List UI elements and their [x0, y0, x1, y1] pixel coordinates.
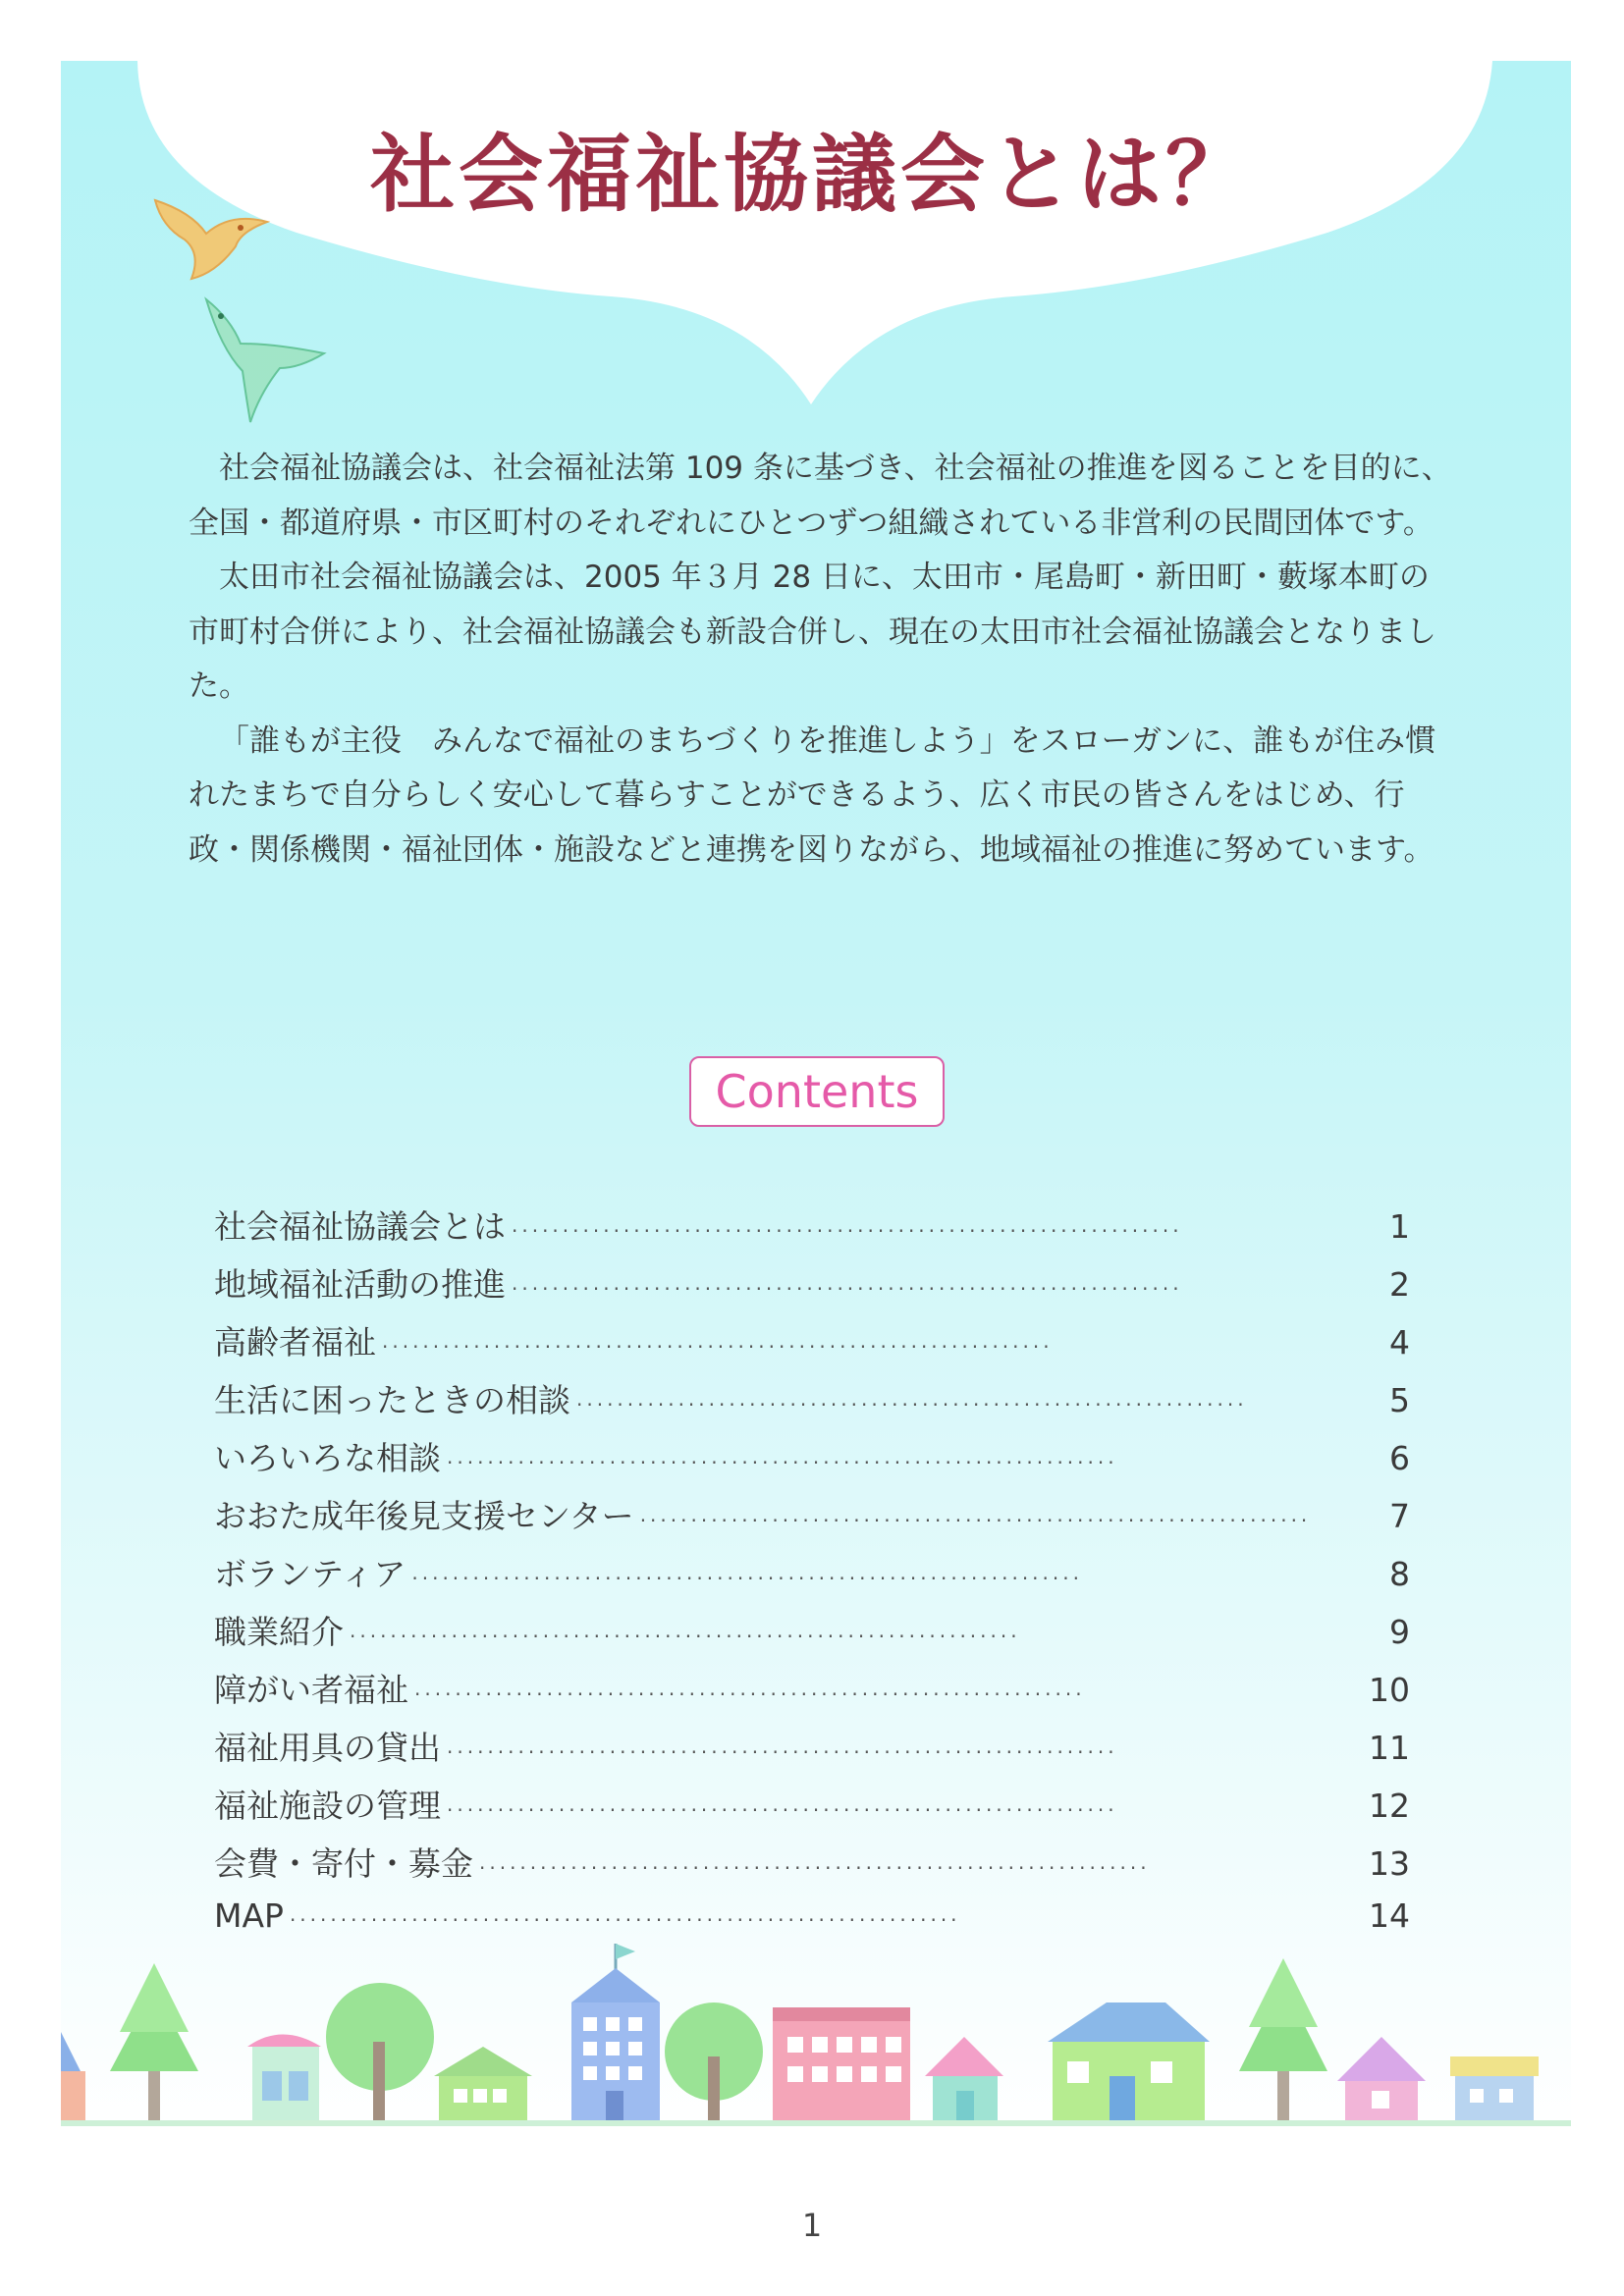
toc-leader-dots: ··································································: [447, 1798, 1118, 1822]
toc-item-label: 福祉施設の管理: [214, 1787, 441, 1825]
round-tree-icon: [326, 1983, 434, 2120]
toc-item-page: 9: [1389, 1613, 1410, 1651]
toc-item-label: 福祉用具の貸出: [214, 1729, 441, 1767]
page-title: 社会福祉協議会とは？: [370, 126, 1254, 224]
house-icon: [1337, 2037, 1426, 2120]
toc-item-label: 高齢者福祉: [214, 1323, 376, 1362]
house-icon: [1048, 2002, 1210, 2120]
toc-item-label: おおた成年後見支援センター: [214, 1497, 634, 1535]
shop-icon: [247, 2035, 321, 2121]
toc-item-page: 6: [1389, 1439, 1410, 1477]
toc-item[interactable]: [214, 1433, 1410, 1491]
toc-item-label: ボランティア: [214, 1555, 406, 1593]
toc-item-page: 12: [1369, 1787, 1410, 1825]
orange-bird-icon: [147, 192, 275, 286]
pine-tree-icon: [1239, 1958, 1327, 2120]
toc-leader-dots: ··································································: [639, 1509, 1312, 1532]
toc-item-label: MAP: [214, 1896, 284, 1935]
toc-item-page: 5: [1389, 1381, 1410, 1419]
house-icon: [1450, 2056, 1539, 2120]
toc-leader-dots: ··································································: [414, 1682, 1086, 1706]
toc-item-label: 生活に困ったときの相談: [214, 1381, 570, 1419]
building-icon: [571, 1944, 660, 2120]
house-icon: [925, 2037, 1003, 2120]
table-of-contents: [214, 1201, 1410, 1954]
toc-item[interactable]: [214, 1491, 1410, 1549]
toc-item[interactable]: [214, 1317, 1410, 1375]
house-icon: [61, 2032, 85, 2120]
toc-item[interactable]: [214, 1201, 1410, 1259]
intro-text: [189, 442, 1455, 878]
toc-item[interactable]: [214, 1781, 1410, 1839]
toc-item-page: 7: [1389, 1497, 1410, 1535]
house-icon: [434, 2047, 532, 2120]
toc-leader-dots: ··································································: [411, 1567, 1083, 1590]
toc-leader-dots: ··································································: [382, 1335, 1054, 1359]
toc-item[interactable]: [214, 1259, 1410, 1317]
contents-heading: [689, 1056, 945, 1127]
intro-paragraph: 社会福祉協議会は、社会福祉法第 109 条に基づき、社会福祉の推進を図ることを目的に、全国・都道府県・市区町村のそれぞれにひとつずつ組織されている非営利の民間団体です。: [189, 451, 1452, 541]
townscape-illustration: [61, 1944, 1571, 2140]
toc-item[interactable]: [214, 1665, 1410, 1723]
toc-leader-dots: ··································································: [447, 1740, 1118, 1764]
toc-item-label: 障がい者福祉: [214, 1671, 408, 1709]
intro-paragraph: 太田市社会福祉協議会は、2005 年３月 28 日に、太田市・尾島町・新田町・藪塚本町の市町村合併により、社会福祉協議会も新設合併し、現在の太田市社会福祉協議会となりました。: [189, 560, 1436, 704]
page-number: 1: [801, 2207, 823, 2244]
toc-item-page: 14: [1369, 1896, 1410, 1935]
green-bird-icon: [201, 294, 329, 427]
toc-item-page: 13: [1369, 1844, 1410, 1883]
toc-item-page: 1: [1389, 1207, 1410, 1246]
toc-item-page: 10: [1369, 1671, 1410, 1709]
toc-item-page: 11: [1369, 1729, 1410, 1767]
pine-tree-icon: [110, 1963, 198, 2120]
toc-item-label: 社会福祉協議会とは: [214, 1207, 506, 1246]
contents-heading-label: Contents: [715, 1065, 919, 1118]
toc-item-page: 4: [1389, 1323, 1410, 1362]
toc-item-label: いろいろな相談: [214, 1439, 441, 1477]
toc-item[interactable]: [214, 1723, 1410, 1781]
toc-leader-dots: ··································································: [512, 1277, 1183, 1301]
round-tree-icon: [665, 2002, 763, 2120]
toc-item-label: 地域福祉活動の推進: [214, 1265, 506, 1304]
toc-item[interactable]: [214, 1607, 1410, 1665]
toc-item-page: 2: [1389, 1265, 1410, 1304]
toc-leader-dots: ··································································: [289, 1908, 961, 1932]
toc-item[interactable]: [214, 1549, 1410, 1607]
toc-item-label: 会費・寄付・募金: [214, 1844, 473, 1883]
toc-leader-dots: ··································································: [350, 1625, 1021, 1648]
toc-leader-dots: ··································································: [576, 1393, 1248, 1416]
toc-item[interactable]: [214, 1375, 1410, 1433]
toc-item-page: 8: [1389, 1555, 1410, 1593]
toc-leader-dots: ··································································: [447, 1451, 1118, 1474]
building-icon: [773, 2007, 910, 2120]
toc-item-label: 職業紹介: [214, 1613, 344, 1651]
toc-leader-dots: ··································································: [512, 1219, 1183, 1243]
toc-leader-dots: ··································································: [479, 1856, 1151, 1880]
toc-item[interactable]: [214, 1839, 1410, 1896]
intro-paragraph: 「誰もが主役 みんなで福祉のまちづくりを推進しよう」をスローガンに、誰もが住み慣れたまちで自分らしく安心して暮らすことができるよう、広く市民の皆さんをはじめ、行政・関係機関・福祉団体・施設などと連携を図りながら、地域福祉の推進に努めています。: [189, 722, 1436, 868]
